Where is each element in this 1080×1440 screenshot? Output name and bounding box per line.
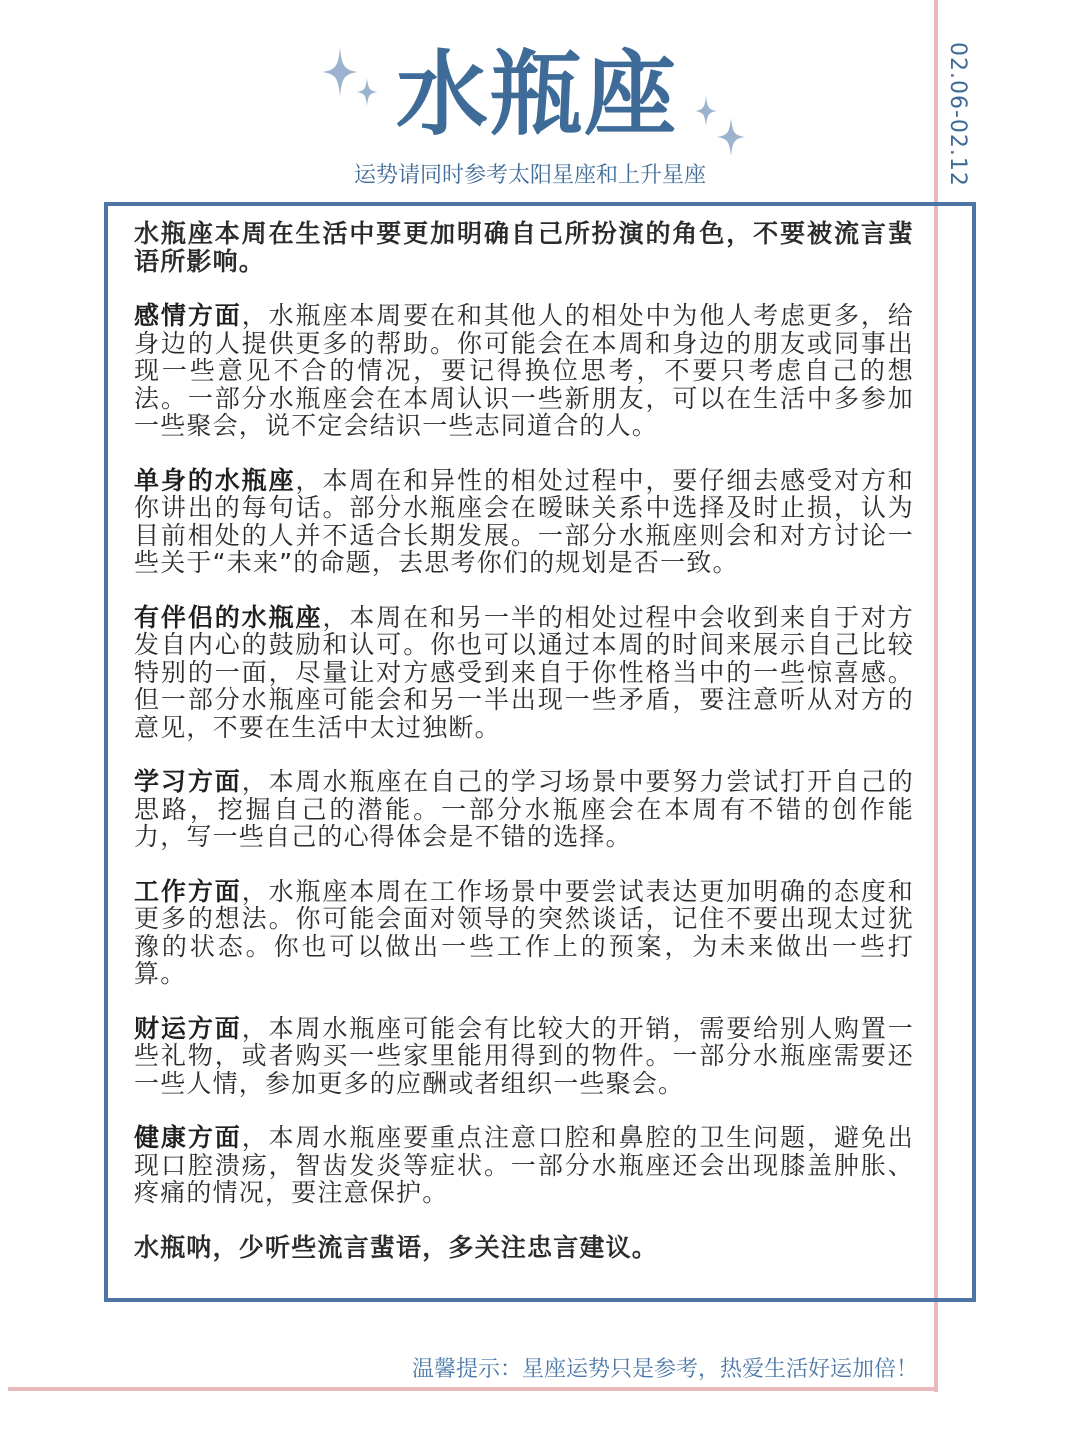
sparkle-icon xyxy=(356,78,378,106)
section-health xyxy=(134,1124,914,1207)
section-text: ，本周在和另一半的相处过程中会收到来自于对方发自内心的鼓励和认可。你也可以通过本周的时间来展示自己比较特别的一面，尽量让对方感受到来自于你性格当中的一些惊喜感。但一部分水瓶座可能会和另一半出现一些矛盾，要注意听从对方的意见，不要在生活中太过独断。 xyxy=(134,602,914,742)
footer-tip: 温馨提示：星座运势只是参考，热爱生活好运加倍！ xyxy=(411,1357,918,1382)
section-heading: 单身的水瓶座 xyxy=(134,465,296,495)
section-text: ，本周水瓶座可能会有比较大的开销，需要给别人购置一些礼物，或者购买一些家里能用得到的物件。一部分水瓶座需要还一些人情，参加更多的应酬或者组织一些聚会。 xyxy=(134,1013,914,1098)
section-text: ，水瓶座本周要在和其他人的相处中为他人考虑更多，给身边的人提供更多的帮助。你可能会在本周和身边的朋友或同事出现一些意见不合的情况，要记得换位思考，不要只考虑自己的想法。一部分水瓶座会在本周认识一些新朋友，可以在生活中多参加一些聚会，说不定会结识一些志同道合的人。 xyxy=(134,301,914,440)
decorative-horizontal-line xyxy=(8,1387,938,1391)
closing-paragraph: 水瓶呐，少听些流言蜚语，多关注忠言建议。 xyxy=(134,1232,659,1262)
section-single xyxy=(134,467,914,577)
section-heading: 感情方面 xyxy=(134,301,242,330)
section-text: ，水瓶座本周在工作场景中要尝试表达更加明确的态度和更多的想法。你可能会面对领导的突然谈话，记住不要出现太过犹豫的状态。你也可以做出一些工作上的预案，为未来做出一些打算。 xyxy=(134,876,914,988)
section-work xyxy=(134,878,914,988)
section-text: ，本周在和异性的相处过程中，要仔细去感受对方和你讲出的每句话。部分水瓶座会在暧昧关系中选择及时止损，认为目前相处的人并不适合长期发展。一部分水瓶座则会和对方讨论一些关于“未来”的命题，去思考你们的规划是否一致。 xyxy=(134,465,914,577)
content-body xyxy=(134,220,914,1288)
subtitle: 运势请同时参考太阳星座和上升星座 xyxy=(353,163,706,188)
section-emotion xyxy=(134,302,914,440)
section-text: ，本周水瓶座要重点注意口腔和鼻腔的卫生问题，避免出现口腔溃疡，智齿发炎等症状。一部分水瓶座还会出现膝盖肿胀、疼痛的情况，要注意保护。 xyxy=(134,1123,914,1207)
section-text: ，本周水瓶座在自己的学习场景中要努力尝试打开自己的思路，挖掘自己的潜能。一部分水瓶座会在本周有不错的创作能力，写一些自己的心得体会是不错的选择。 xyxy=(134,767,914,851)
section-partnered xyxy=(134,604,914,742)
section-heading: 有伴侣的水瓶座 xyxy=(134,602,323,632)
date-range: 02.06-02.12 xyxy=(945,42,970,187)
sparkle-icon xyxy=(694,96,718,126)
intro-paragraph: 水瓶座本周在生活中要更加明确自己所扮演的角色，不要被流言蜚语所影响。 xyxy=(134,219,914,276)
section-heading: 学习方面 xyxy=(134,767,242,796)
sparkle-icon xyxy=(322,48,358,96)
section-study xyxy=(134,768,914,851)
section-wealth xyxy=(134,1015,914,1098)
section-heading: 健康方面 xyxy=(134,1123,242,1152)
sparkle-icon xyxy=(716,118,746,156)
section-heading: 财运方面 xyxy=(134,1013,242,1043)
page-title: 水瓶座 xyxy=(396,41,679,148)
section-heading: 工作方面 xyxy=(134,876,242,906)
